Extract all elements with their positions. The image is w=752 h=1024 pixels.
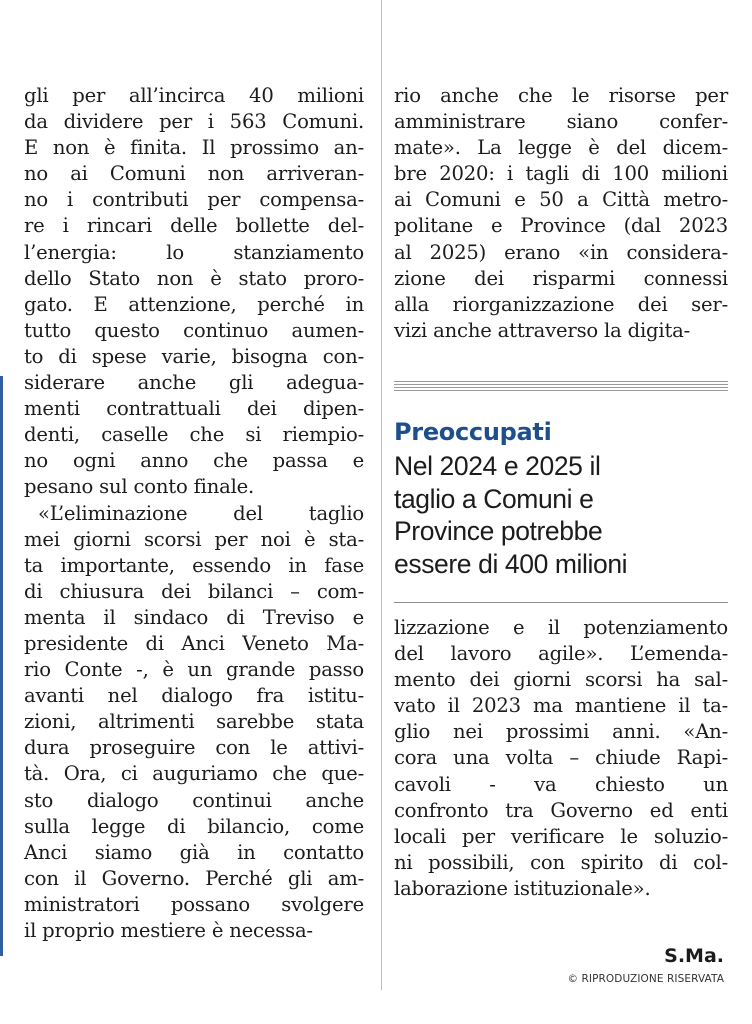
text-line: con il Governo. Perché gli am- bbox=[24, 866, 364, 890]
text-line: sulla legge di bilancio, come bbox=[24, 814, 364, 838]
text-line: ni possibili, con spirito di col- bbox=[394, 850, 728, 874]
text-line: presidente di Anci Veneto Ma- bbox=[24, 631, 364, 655]
text-line: E non è finita. Il prossimo an- bbox=[24, 136, 364, 160]
text-line: politane e Province (dal 2023 bbox=[394, 214, 728, 238]
pull-quote-title: Preoccupati bbox=[394, 418, 552, 446]
text-line: zione dei risparmi connessi bbox=[394, 266, 728, 290]
text-line: cavoli - va chiesto un bbox=[394, 772, 728, 796]
text-line: bre 2020: i tagli di 100 milioni bbox=[394, 162, 728, 186]
text-line: lizzazione e il potenziamento bbox=[394, 616, 728, 639]
text-line: no ai Comuni non arriveran- bbox=[24, 162, 364, 186]
pull-quote-text bbox=[394, 450, 734, 580]
text-line: il proprio mestiere è necessa- bbox=[24, 919, 313, 942]
text-line: confronto tra Governo ed enti bbox=[394, 798, 728, 822]
text-line: siderare anche gli adegua- bbox=[24, 371, 364, 395]
text-line: re i rincari delle bollette del- bbox=[24, 214, 364, 238]
text-line: dura proseguire con le attivi- bbox=[24, 736, 364, 760]
text-line: vizi anche attraverso la digita- bbox=[394, 318, 691, 342]
text-line: tutto questo continuo aumen- bbox=[24, 318, 364, 342]
text-line: alla riorganizzazione dei ser- bbox=[394, 292, 728, 316]
text-line: gli per all’incirca 40 milioni bbox=[24, 84, 364, 107]
text-line: Anci siamo già in contatto bbox=[24, 840, 364, 864]
text-line: rio Conte -, è un grande passo bbox=[24, 658, 364, 682]
pull-quote-line: Province potrebbe bbox=[394, 516, 603, 546]
text-line: l’energia: lo stanziamento bbox=[24, 240, 364, 264]
text-line: vato il 2023 ma mantiene il ta- bbox=[394, 694, 728, 718]
copyright-notice: © RIPRODUZIONE RISERVATA bbox=[567, 973, 724, 985]
pull-quote-bottom-rule bbox=[394, 602, 728, 603]
text-line: menta il sindaco di Treviso e bbox=[24, 605, 364, 629]
pull-quote-line: essere di 400 milioni bbox=[394, 548, 628, 579]
text-line: ta importante, essendo in fase bbox=[24, 553, 364, 577]
text-line: to di spese varie, bisogna con- bbox=[24, 344, 364, 368]
text-line: gato. E attenzione, perché in bbox=[24, 292, 364, 316]
text-line: da dividere per i 563 Comuni. bbox=[24, 110, 364, 134]
text-line: tà. Ora, ci auguriamo che que- bbox=[24, 762, 364, 786]
author-signature: S.Ma. bbox=[664, 945, 724, 967]
text-line: del lavoro agile». L’emenda- bbox=[394, 642, 728, 666]
pull-quote-line: taglio a Comuni e bbox=[394, 483, 594, 514]
text-line: avanti nel dialogo fra istitu- bbox=[24, 684, 364, 708]
text-line: «L’eliminazione del taglio bbox=[38, 501, 364, 525]
article-column-right-top bbox=[394, 83, 728, 344]
text-line: no ogni anno che passa e bbox=[24, 449, 364, 473]
pull-quote-line: Nel 2024 e 2025 il bbox=[394, 451, 601, 481]
text-line: rio anche che le risorse per bbox=[394, 84, 728, 107]
page-edge-bar bbox=[0, 376, 3, 956]
text-line: denti, caselle che si riempio- bbox=[24, 423, 364, 447]
text-line: al 2025) erano «in considera- bbox=[394, 240, 728, 264]
text-line: di chiusura dei bilanci – com- bbox=[24, 579, 364, 603]
text-line: cora una volta – chiude Rapi- bbox=[394, 746, 728, 770]
text-line: locali per verificare le soluzio- bbox=[394, 824, 728, 848]
text-line: mento dei giorni scorsi ha sal- bbox=[394, 668, 728, 692]
text-line: dello Stato non è stato proro- bbox=[24, 266, 364, 290]
text-line: laborazione istituzionale». bbox=[394, 876, 651, 900]
article-column-left bbox=[24, 83, 364, 944]
text-line: glio nei prossimi anni. «An- bbox=[394, 720, 728, 744]
article-column-right-bottom bbox=[394, 615, 728, 902]
text-line: zioni, altrimenti sarebbe stata bbox=[24, 710, 364, 734]
text-line: ai Comuni e 50 a Città metro- bbox=[394, 188, 728, 212]
text-line: sto dialogo continui anche bbox=[24, 788, 364, 812]
pull-quote-top-rule bbox=[394, 381, 728, 393]
text-line: mei giorni scorsi per noi è sta- bbox=[24, 527, 364, 551]
text-line: mate». La legge è del dicem- bbox=[394, 136, 728, 160]
column-divider bbox=[381, 0, 382, 990]
text-line: menti contrattuali dei dipen- bbox=[24, 397, 364, 421]
text-line: ministratori possano svolgere bbox=[24, 892, 364, 916]
text-line: no i contributi per compensa- bbox=[24, 188, 364, 212]
text-line: amministrare siano confer- bbox=[394, 110, 728, 134]
text-line: pesano sul conto finale. bbox=[24, 475, 255, 499]
